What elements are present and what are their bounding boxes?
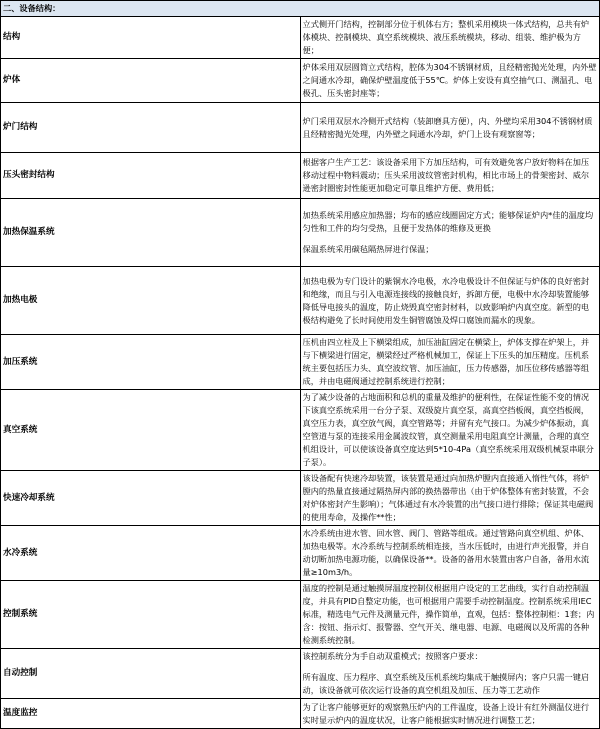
row-label: 结构 — [1, 17, 301, 59]
row-label: 真空系统 — [1, 390, 301, 471]
row-label: 水冷系统 — [1, 526, 301, 581]
row-text: 水冷系统由进水管、回水管、阀门、管路等组成。通过管路向真空机组、炉体、加热电极等。水冷系统与控制系统相连接，当水压低时，由进行声光报警，并自动切断加热电源功能，以确保设备**。设备的备用水装置由客户自备，备用水流量≥10m3/h。 — [302, 528, 590, 577]
row-label: 自动控制 — [1, 649, 301, 699]
row-text: 根据客户生产工艺：该设备采用下方加压结构，可有效避免客户放好物料在加压移动过程中物料震动；压头采用波纹管密封机构，相比市场上的骨架密封、威尔逊密封圈密封性能更加稳定可靠且维护方便、费用低； — [302, 157, 590, 193]
row-text: 立式侧开门结构，控制部分位于机体右方；整机采用模块一体式结构，总共有炉体模块、控制模块、真空系统模块、液压系统模块，移动、组装、维护极为方便； — [302, 19, 590, 55]
row-content — [300, 267, 600, 335]
section-header-row — [1, 1, 600, 17]
table-row — [1, 649, 600, 699]
table-row — [1, 17, 600, 59]
table-row — [1, 471, 600, 526]
table-row — [1, 59, 600, 103]
row-text: 为了让客户能够更好的观察熟压炉内的工件温度，设备上设计有红外测温仪进行实时显示炉内的温度状况，让客户能根据实时情况进行调整工艺； — [302, 701, 590, 725]
row-text: 为了减少设备的占地面积和总机的重量及维护的便利性，在保证性能不变的情况下该真空系统采用一台分子泵、双级旋片真空泵，高真空挡板阀，真空挡板阀，真空压力表，真空放气阀，真空管路等；并留有充气接口。为减少炉体振动，真空管道与泵的连接采用金属波纹管，真空测量采用电阻真空计测量，合理的真空机组设计，可以使该设备真空度达到5*10-4Pa（真空系统采用双级机械泵串联分子泵）。 — [302, 392, 594, 467]
table-row — [1, 335, 600, 390]
row-text: 温度的控制是通过触摸屏温度控制仪根据用户设定的工艺曲线，实行自动控制温度，并具有PID自整定功能，也可根据用户需要手动控制温度。控制系统采用IEC标准，精选电气元件及测量元件，操作简单，直观，包括：整体控制柜：1套；内含：按钮、指示灯、报警器、空气开关、继电器、电源、电磁阀以及所需的各种检测系统控制。 — [302, 583, 595, 645]
row-content — [300, 59, 600, 103]
table-row — [1, 153, 600, 199]
table-row — [1, 699, 600, 729]
table-row — [1, 390, 600, 471]
table-row — [1, 581, 600, 649]
row-text: 加热系统采用感应加热器；均布的感应线圈固定方式；能够保证炉内*佳的温度均匀性和工件的均匀受热，且便于发热体的维修及更换 — [302, 210, 594, 233]
table-row — [1, 526, 600, 581]
table-row — [1, 199, 600, 267]
table-row — [1, 103, 600, 153]
row-label: 炉体 — [1, 59, 301, 103]
row-text: 所有温度、压力程序、真空系统及压机系统均集成于触摸屏内；客户只需一键启动，该设备就可依次运行设备的真空机组及加压、压力等工艺动作 — [302, 672, 590, 695]
row-content — [300, 526, 600, 581]
row-label: 压头密封结构 — [1, 153, 301, 199]
row-content — [300, 103, 600, 153]
row-label: 加热保温系统 — [1, 199, 301, 267]
section-title: 二、设备结构： — [1, 1, 600, 17]
row-text: 压机由四立柱及上下横梁组成，加压油缸固定在横梁上，炉体支撑在炉架上，并与下横梁进行固定，横梁经过严格机械加工，保证上下压头的加压精度。压机系统主要包括压力头、真空波纹管、加压油缸，压力传感器，加压位移传感器等组成，并由电磁阀通过控制系统进行控制； — [302, 337, 590, 386]
row-content — [300, 581, 600, 649]
row-text: 保温系统采用碳毡隔热屏进行保温； — [302, 244, 434, 254]
row-content — [300, 390, 600, 471]
row-text: 炉体采用双层圆筒立式结构，腔体为304不锈钢材质，且经精密抛光处理，内外壁之间通水冷却，确保炉壁温度低于55℃。炉体上安设有真空抽气口、测温孔、电极孔、压头密封座等； — [302, 62, 597, 98]
row-text: 加热电极为专门设计的紫铜水冷电极，水冷电极设计不但保证与炉体的良好密封和绝缘，而且与引入电源连接线的接触良好，拆卸方便，电极中水冷却装置能够降低导电接头的温度，防止烧毁真空密封材料，以致影响炉内真空度。新型的电极结构避免了长时间使用发生铜管腐蚀及焊口腐蚀而漏水的现象。 — [302, 275, 590, 325]
row-content — [300, 17, 600, 59]
row-label: 控制系统 — [1, 581, 301, 649]
row-label: 温度监控 — [1, 699, 301, 729]
row-content — [300, 699, 600, 729]
row-content — [300, 471, 600, 526]
row-label: 加压系统 — [1, 335, 301, 390]
row-label: 炉门结构 — [1, 103, 301, 153]
row-content — [300, 335, 600, 390]
row-content — [300, 199, 600, 267]
row-text: 炉门采用双层水冷侧开式结构（装卸磨具方便），内、外壁均采用304不锈钢材质且经精密抛光处理，内外壁之间通水冷却，炉门上设有观察窗等； — [302, 115, 593, 139]
row-content — [300, 649, 600, 699]
row-label: 加热电极 — [1, 267, 301, 335]
table-row — [1, 267, 600, 335]
row-text: 该设备配有快速冷却装置，该装置是通过向加热炉膛内直接通入惰性气体，将炉膛内的热量直接通过隔热屏内部的换热器带出（由于炉体整体有密封装置，不会对炉体密封产生影响）；气体通过有水冷装置的出气接口进行排除；保证其电磁阀的使用寿命，及操作**性； — [302, 473, 594, 522]
row-content — [300, 153, 600, 199]
row-label: 快速冷却系统 — [1, 471, 301, 526]
row-text: 该控制系统分为手自动双重模式；按照客户要求： — [302, 651, 483, 661]
